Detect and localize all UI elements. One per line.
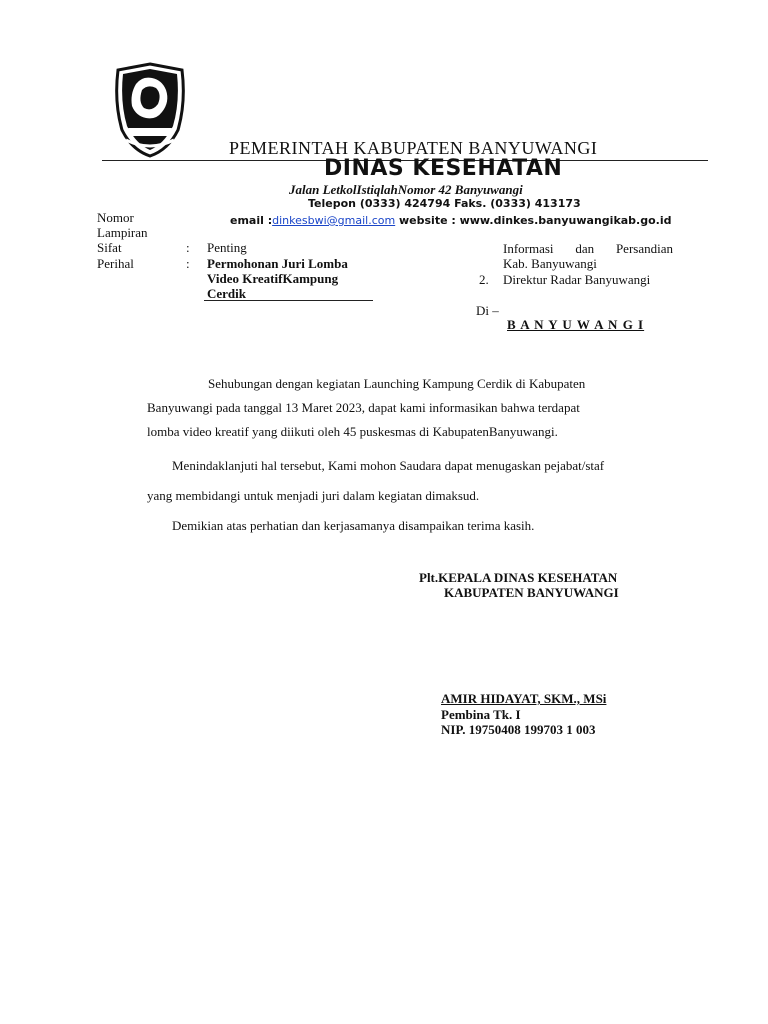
banyuwangi-seal-logo [112, 62, 188, 158]
paragraph3: Demikian atas perhatian dan kerjasamanya disampaikan terima kasih. [172, 518, 535, 533]
di-label: Di – [476, 303, 499, 318]
perihal-colon: : [186, 256, 190, 271]
email-label: email : [230, 214, 273, 227]
signatory-rank: Pembina Tk. I [441, 707, 521, 722]
recipient-2-text: Direktur Radar Banyuwangi [503, 272, 651, 287]
perihal-label: Perihal [97, 256, 134, 271]
signatory-name: AMIR HIDAYAT, SKM., MSi [441, 691, 607, 706]
recipient-1-word-b: dan [575, 241, 595, 256]
office-name: DINAS KESEHATAN [324, 156, 563, 181]
paragraph2-line1: Menindaklanjuti hal tersebut, Kami mohon Saudara dapat menugaskan pejabat/staf [172, 458, 605, 473]
paragraph1-line2: Banyuwangi pada tanggal 13 Maret 2023, dapat kami informasikan bahwa terdapat [147, 400, 580, 415]
website-label: website : [395, 214, 460, 227]
office-phone: Telepon (0333) 424794 Faks. (0333) 413173 [308, 197, 581, 210]
paragraph1-line1: Sehubungan dengan kegiatan Launching Kampung Cerdik di Kabupaten [208, 376, 586, 391]
lampiran-label: Lampiran [97, 225, 148, 240]
recipient-1-word-a: Informasi [503, 241, 554, 256]
recipient-1-line1 [503, 241, 673, 257]
email-link[interactable]: dinkesbwi@gmail.com [272, 214, 396, 227]
sifat-colon: : [186, 240, 190, 255]
perihal-underline [204, 300, 373, 301]
sifat-label: Sifat [97, 240, 122, 255]
paragraph1-line3: lomba video kreatif yang diikuti oleh 45 puskesmas di KabupatenBanyuwangi. [147, 424, 558, 439]
office-contact [230, 214, 672, 227]
government-name: PEMERINTAH KABUPATEN BANYUWANGI [229, 138, 598, 158]
signature-title-1: Plt.KEPALA DINAS KESEHATAN [419, 570, 618, 585]
recipient-1-line2: Kab. Banyuwangi [503, 256, 597, 271]
recipient-2-number: 2. [479, 272, 489, 287]
signatory-nip: NIP. 19750408 199703 1 003 [441, 722, 596, 737]
signature-title-2: KABUPATEN BANYUWANGI [444, 585, 619, 600]
perihal-value: Permohonan Juri Lomba Video KreatifKampung Cerdik [207, 256, 348, 301]
sifat-value: Penting [207, 240, 247, 255]
recipient-1-word-c: Persandian [615, 241, 673, 256]
paragraph2-line2: yang membidangi untuk menjadi juri dalam kegiatan dimaksud. [147, 488, 480, 503]
nomor-label: Nomor [97, 210, 134, 225]
recipient-city: B A N Y U W A N G I [507, 317, 645, 332]
office-address: Jalan LetkolIstiqlahNomor 42 Banyuwangi [289, 182, 523, 197]
website-text: www.dinkes.banyuwangikab.go.id [459, 214, 672, 227]
